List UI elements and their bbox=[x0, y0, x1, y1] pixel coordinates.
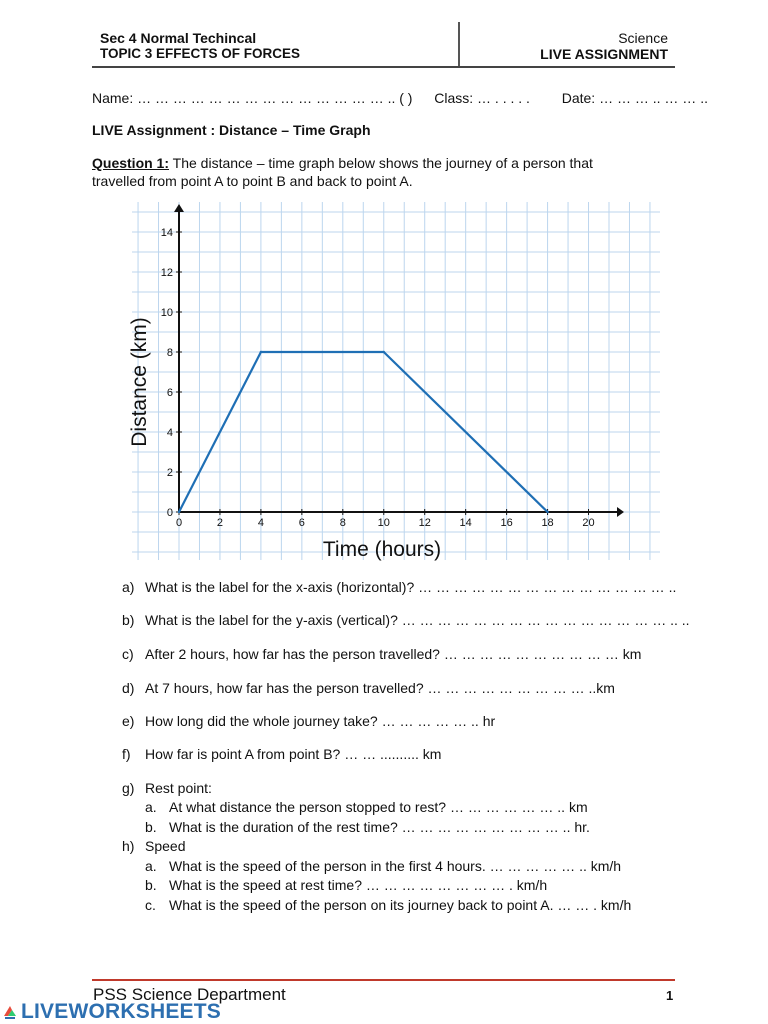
liveworksheets-brand[interactable] bbox=[2, 1000, 221, 1024]
question-marker: a. bbox=[145, 799, 157, 815]
y-tick-label: 10 bbox=[160, 307, 173, 319]
x-tick-label: 8 bbox=[339, 517, 346, 529]
data-point bbox=[383, 351, 385, 353]
question-text[interactable]: How far is point A from point B? … … .......... km bbox=[145, 746, 442, 762]
question-marker: h) bbox=[122, 838, 135, 854]
question-marker: d) bbox=[122, 680, 135, 696]
question-1-label: Question 1: bbox=[92, 155, 170, 171]
y-tick-label: 12 bbox=[160, 267, 173, 279]
header-rule bbox=[92, 66, 675, 68]
sub-question-item bbox=[145, 896, 631, 914]
page-number: 1 bbox=[666, 988, 674, 1003]
question-marker: b) bbox=[122, 612, 135, 628]
course-title: Sec 4 Normal Techincal bbox=[100, 30, 257, 46]
assignment-type-label: LIVE ASSIGNMENT bbox=[540, 46, 668, 62]
question-1-text: The distance – time graph below shows the journey of a person that bbox=[169, 155, 593, 171]
info-line bbox=[92, 89, 708, 107]
header-divider bbox=[458, 22, 460, 68]
question-item bbox=[122, 712, 495, 730]
name-field[interactable]: Name: … … … … … … … … … … … … … … .. ( ) bbox=[92, 90, 413, 106]
y-tick-label: 14 bbox=[160, 227, 173, 239]
x-tick-label: 2 bbox=[216, 517, 224, 529]
question-marker: a) bbox=[122, 579, 135, 595]
footer-rule bbox=[92, 979, 675, 981]
x-tick-label: 18 bbox=[541, 517, 554, 529]
y-tick-label: 2 bbox=[166, 467, 173, 479]
y-tick-label: 8 bbox=[166, 347, 173, 359]
brand-name: LIVEWORKSHEETS bbox=[21, 1000, 221, 1023]
question-marker: c. bbox=[145, 897, 156, 913]
x-tick-label: 0 bbox=[175, 517, 183, 529]
question-marker: a. bbox=[145, 858, 157, 874]
question-text[interactable]: What is the label for the x-axis (horizontal)? … … … … … … … … … … … … … … .. bbox=[145, 579, 677, 595]
y-axis-arrow-icon bbox=[174, 204, 184, 212]
date-field[interactable]: Date: … … … .. … … .. bbox=[561, 90, 708, 106]
liveworksheets-logo-icon bbox=[2, 1004, 18, 1020]
question-text[interactable]: At 7 hours, how far has the person travelled? … … … … … … … … … ..km bbox=[145, 680, 615, 696]
question-text[interactable]: How long did the whole journey take? … … … … … .. hr bbox=[145, 713, 496, 729]
question-text[interactable]: Speed bbox=[145, 838, 186, 854]
question-marker: e) bbox=[122, 713, 135, 729]
data-point bbox=[546, 511, 548, 513]
question-text[interactable]: What is the speed at rest time? … … … … … … … … . km/h bbox=[169, 877, 548, 893]
data-point bbox=[260, 351, 262, 353]
question-text[interactable]: What is the label for the y-axis (vertical)? … … … … … … … … … … … … … … … .. .. bbox=[145, 612, 690, 628]
question-item bbox=[122, 837, 185, 855]
y-tick-label: 0 bbox=[166, 507, 173, 519]
x-tick-label: 14 bbox=[459, 517, 472, 529]
question-text[interactable]: Rest point: bbox=[145, 780, 212, 796]
x-tick-label: 4 bbox=[257, 517, 264, 529]
x-axis-label: Time (hours) bbox=[322, 538, 442, 561]
question-marker: g) bbox=[122, 780, 135, 796]
distance-time-chart bbox=[112, 200, 662, 568]
chart-grid bbox=[132, 202, 660, 560]
question-text[interactable]: What is the speed of the person on its journey back to point A. … … . km/h bbox=[169, 897, 632, 913]
chart-axes bbox=[174, 204, 624, 517]
x-axis-arrow-icon bbox=[617, 507, 624, 517]
data-point bbox=[178, 511, 180, 513]
sub-question-item bbox=[145, 876, 547, 894]
question-text[interactable]: What is the speed of the person in the first 4 hours. … … … … … .. km/h bbox=[169, 858, 622, 874]
y-tick-label: 4 bbox=[166, 427, 173, 439]
topic-title: TOPIC 3 EFFECTS OF FORCES bbox=[100, 46, 301, 61]
subject-label: Science bbox=[618, 30, 668, 46]
question-item bbox=[122, 745, 441, 763]
question-text[interactable]: What is the duration of the rest time? … … … … … … … … … .. hr. bbox=[169, 819, 590, 835]
question-text[interactable]: After 2 hours, how far has the person travelled? … … … … … … … … … … km bbox=[145, 646, 642, 662]
question-item bbox=[122, 679, 615, 697]
y-tick-label: 6 bbox=[166, 387, 173, 399]
x-tick-label: 16 bbox=[500, 517, 513, 529]
x-tick-label: 10 bbox=[377, 517, 390, 529]
x-tick-label: 12 bbox=[418, 517, 431, 529]
question-marker: b. bbox=[145, 877, 157, 893]
y-axis-label: Distance (km) bbox=[128, 317, 151, 447]
question-text[interactable]: At what distance the person stopped to rest? … … … … … … .. km bbox=[169, 799, 588, 815]
x-tick-label: 20 bbox=[582, 517, 595, 529]
sub-question-item bbox=[145, 818, 590, 836]
sub-question-item bbox=[145, 857, 621, 875]
department-name: PSS Science Department bbox=[93, 985, 286, 1004]
question-1-line1 bbox=[92, 154, 593, 172]
class-field[interactable]: Class: … . . . . . bbox=[434, 90, 530, 106]
question-item bbox=[122, 779, 212, 797]
question-marker: c) bbox=[122, 646, 134, 662]
x-tick-label: 6 bbox=[298, 517, 305, 529]
question-item bbox=[122, 611, 690, 629]
question-1-line2: travelled from point A to point B and back to point A. bbox=[92, 173, 413, 189]
question-item bbox=[122, 645, 641, 663]
assignment-title: LIVE Assignment : Distance – Time Graph bbox=[92, 122, 371, 138]
question-marker: f) bbox=[122, 746, 131, 762]
question-marker: b. bbox=[145, 819, 157, 835]
sub-question-item bbox=[145, 798, 588, 816]
question-item bbox=[122, 578, 676, 596]
